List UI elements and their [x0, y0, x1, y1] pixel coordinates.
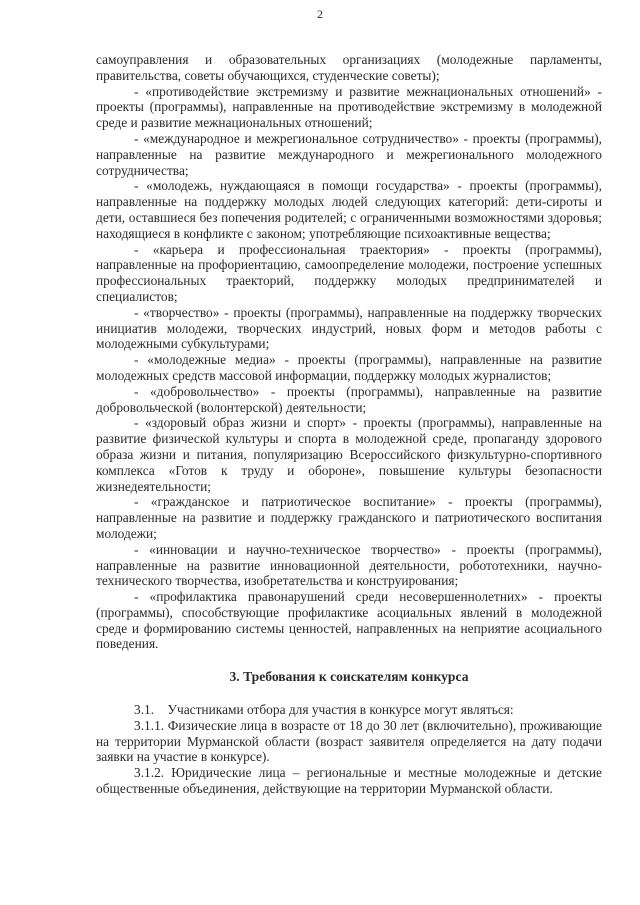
clause-3-1-2: 3.1.2. Юридические лица – региональные и местные молодежные и детские общественные объединения, действующие на территории Мурманской области.	[96, 765, 602, 797]
clause-3-1: 3.1. Участниками отбора для участия в конкурсе могут являться:	[134, 702, 514, 718]
list-item-extremism: - «противодействие экстремизму и развитие межнациональных отношений» - проекты (программы), направленные на противодействие экстремизму в молодежной среде и развитие межнациональных отношений;	[96, 83, 602, 131]
list-item-prevention: - «профилактика правонарушений среди несовершеннолетних» - проекты (программы), способствующие профилактике асоциальных явлений в молодежной среде и формированию системы ценностей, направленных на неприятие асоциального поведения.	[96, 589, 602, 652]
list-item-patriotic: - «гражданское и патриотическое воспитание» - проекты (программы), направленные на развитие и поддержку гражданского и патриотического воспитания молодежи;	[96, 494, 602, 541]
clause-3-1-1: 3.1.1. Физические лица в возрасте от 18 до 30 лет (включительно), проживающие на территории Мурманской области (возраст заявителя определяется на дату подачи заявки на участие в конкурсе).	[96, 717, 602, 765]
document-body	[96, 52, 602, 797]
list-item-international: - «международное и межрегиональное сотрудничество» - проекты (программы), направленные на развитие международного и межрегионального молодежного сотрудничества;	[96, 130, 602, 178]
list-item-state-help: - «молодежь, нуждающаяся в помощи государства» - проекты (программы), направленные на поддержку молодых людей следующих категорий: дети-сироты и дети, оставшиеся без попечения родителей; с ограниченными возможностями здоровья; находящиеся в конфликте с законом; употребляющие психоактивные вещества;	[96, 178, 602, 241]
page-number: 2	[317, 7, 323, 21]
section-heading: 3. Требования к соискателям конкурса	[229, 669, 469, 685]
list-item-creativity: - «творчество» - проекты (программы), направленные на поддержку творческих инициатив молодежи, творческих индустрий, новых форм и методов работы с молодежными субкультурами;	[96, 304, 602, 352]
paragraph-continuation: самоуправления и образовательных организациях (молодежные парламенты, правительства, советы обучающихся, студенческие советы);	[96, 52, 602, 83]
list-item-healthy-lifestyle: - «здоровый образ жизни и спорт» - проекты (программы), направленные на развитие физической культуры и спорта в молодежной среде, пропаганду здорового образа жизни и питания, популяризацию Всероссийского физкультурно-спортивного комплекса «Готов к труду и обороне», повышение культуры безопасности жизнедеятельности;	[96, 415, 602, 494]
list-item-media: - «молодежные медиа» - проекты (программы), направленные на развитие молодежных средств массовой информации, поддержку молодых журналистов;	[96, 352, 602, 383]
list-item-innovation: - «инновации и научно-техническое творчество» - проекты (программы), направленные на развитие инновационной деятельности, робототехники, научно-технического творчества, изобретательства и конструирования;	[96, 541, 602, 589]
list-item-career: - «карьера и профессиональная траектория» - проекты (программы), направленные на профориентацию, самоопределение молодежи, построение успешных профессиональных траекторий, поддержку молодых предпринимателей и специалистов;	[96, 241, 602, 304]
list-item-volunteering: - «добровольчество» - проекты (программы), направленные на развитие добровольческой (волонтерской) деятельности;	[96, 383, 602, 415]
